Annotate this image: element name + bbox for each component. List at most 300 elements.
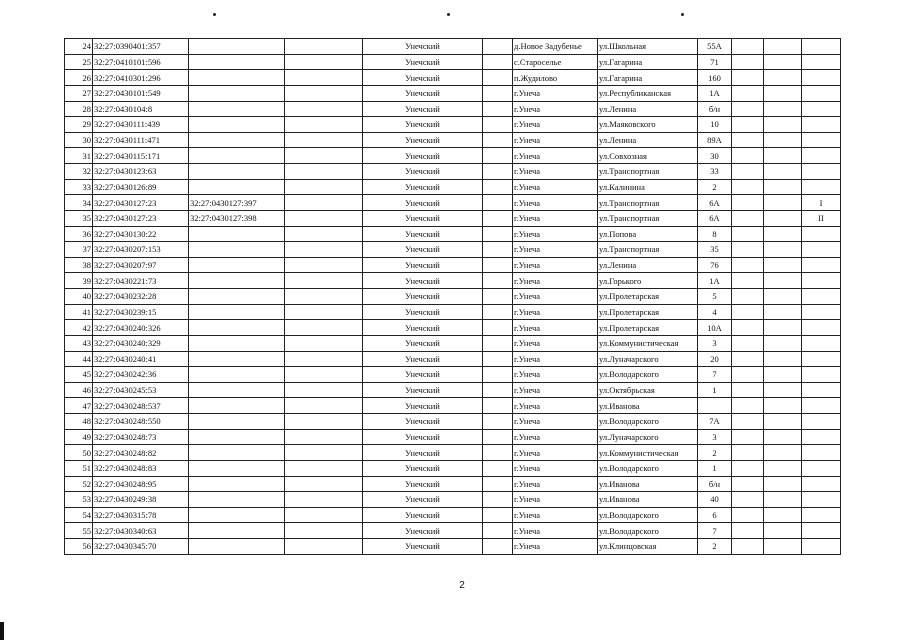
row-number: 29 xyxy=(65,117,93,133)
empty-cell xyxy=(764,398,802,414)
sub-cadastral-number xyxy=(189,523,285,539)
section-mark xyxy=(802,398,841,414)
empty-cell xyxy=(732,492,764,508)
section-mark xyxy=(802,335,841,351)
house-number xyxy=(698,398,732,414)
row-number: 49 xyxy=(65,429,93,445)
empty-cell xyxy=(732,414,764,430)
street: ул.Ленина xyxy=(598,101,698,117)
row-number: 41 xyxy=(65,304,93,320)
empty-cell xyxy=(285,273,363,289)
scan-dot xyxy=(447,13,450,16)
street: ул.Володарского xyxy=(598,507,698,523)
sub-cadastral-number xyxy=(189,132,285,148)
street: ул.Иванова xyxy=(598,398,698,414)
empty-cell xyxy=(732,539,764,555)
sub-cadastral-number xyxy=(189,289,285,305)
table-row xyxy=(65,335,841,351)
locality: с.Староселье xyxy=(513,54,598,70)
section-mark xyxy=(802,460,841,476)
cadastral-number: 32:27:0430126:89 xyxy=(93,179,189,195)
sub-cadastral-number xyxy=(189,39,285,55)
table-row xyxy=(65,226,841,242)
locality: г.Унеча xyxy=(513,164,598,180)
house-number: 7 xyxy=(698,367,732,383)
cadastral-number: 32:27:0430111:439 xyxy=(93,117,189,133)
empty-cell xyxy=(483,132,513,148)
empty-cell xyxy=(285,242,363,258)
sub-cadastral-number xyxy=(189,148,285,164)
empty-cell xyxy=(764,273,802,289)
cadastral-number: 32:27:0430221:73 xyxy=(93,273,189,289)
empty-cell xyxy=(483,242,513,258)
row-number: 51 xyxy=(65,460,93,476)
sub-cadastral-number xyxy=(189,179,285,195)
district: Унечский xyxy=(363,289,483,305)
page-number: 2 xyxy=(459,580,465,591)
locality: г.Унеча xyxy=(513,445,598,461)
street: ул.Транспортная xyxy=(598,242,698,258)
locality: г.Унеча xyxy=(513,148,598,164)
row-number: 53 xyxy=(65,492,93,508)
table-row xyxy=(65,304,841,320)
empty-cell xyxy=(732,335,764,351)
street: ул.Ленина xyxy=(598,257,698,273)
empty-cell xyxy=(483,539,513,555)
empty-cell xyxy=(764,304,802,320)
empty-cell xyxy=(285,54,363,70)
sub-cadastral-number xyxy=(189,476,285,492)
empty-cell xyxy=(483,117,513,133)
empty-cell xyxy=(764,39,802,55)
empty-cell xyxy=(285,226,363,242)
table-row xyxy=(65,179,841,195)
empty-cell xyxy=(764,257,802,273)
sub-cadastral-number xyxy=(189,398,285,414)
house-number: 40 xyxy=(698,492,732,508)
street: ул.Транспортная xyxy=(598,210,698,226)
locality: г.Унеча xyxy=(513,539,598,555)
house-number: 6А xyxy=(698,195,732,211)
sub-cadastral-number xyxy=(189,429,285,445)
district: Унечский xyxy=(363,445,483,461)
locality: г.Унеча xyxy=(513,257,598,273)
empty-cell xyxy=(732,273,764,289)
empty-cell xyxy=(732,523,764,539)
district: Унечский xyxy=(363,304,483,320)
district: Унечский xyxy=(363,460,483,476)
empty-cell xyxy=(285,148,363,164)
scan-dot xyxy=(213,13,216,16)
section-mark xyxy=(802,492,841,508)
empty-cell xyxy=(764,476,802,492)
locality: г.Унеча xyxy=(513,414,598,430)
cadastral-number: 32:27:0430245:53 xyxy=(93,382,189,398)
cadastral-number: 32:27:0430340:63 xyxy=(93,523,189,539)
locality: г.Унеча xyxy=(513,429,598,445)
table-row xyxy=(65,382,841,398)
empty-cell xyxy=(764,429,802,445)
house-number: б/н xyxy=(698,476,732,492)
house-number: 10 xyxy=(698,117,732,133)
cadastral-number: 32:27:0430248:82 xyxy=(93,445,189,461)
house-number: 30 xyxy=(698,148,732,164)
empty-cell xyxy=(285,304,363,320)
empty-cell xyxy=(764,320,802,336)
section-mark xyxy=(802,132,841,148)
locality: г.Унеча xyxy=(513,492,598,508)
empty-cell xyxy=(483,351,513,367)
cadastral-number: 32:27:0430232:28 xyxy=(93,289,189,305)
empty-cell xyxy=(285,117,363,133)
section-mark xyxy=(802,445,841,461)
row-number: 24 xyxy=(65,39,93,55)
empty-cell xyxy=(285,476,363,492)
empty-cell xyxy=(285,101,363,117)
empty-cell xyxy=(764,164,802,180)
empty-cell xyxy=(483,429,513,445)
empty-cell xyxy=(285,195,363,211)
section-mark xyxy=(802,507,841,523)
locality: г.Унеча xyxy=(513,335,598,351)
empty-cell xyxy=(764,367,802,383)
empty-cell xyxy=(732,39,764,55)
district: Унечский xyxy=(363,492,483,508)
empty-cell xyxy=(732,226,764,242)
register-table xyxy=(64,38,841,555)
street: ул.Гагарина xyxy=(598,54,698,70)
locality: г.Унеча xyxy=(513,382,598,398)
table-row xyxy=(65,492,841,508)
table-row xyxy=(65,273,841,289)
cadastral-number: 32:27:0430248:73 xyxy=(93,429,189,445)
row-number: 52 xyxy=(65,476,93,492)
empty-cell xyxy=(764,289,802,305)
cadastral-number: 32:27:0430240:326 xyxy=(93,320,189,336)
row-number: 39 xyxy=(65,273,93,289)
cadastral-number: 32:27:0430248:550 xyxy=(93,414,189,430)
empty-cell xyxy=(483,226,513,242)
empty-cell xyxy=(764,507,802,523)
empty-cell xyxy=(764,85,802,101)
empty-cell xyxy=(285,398,363,414)
empty-cell xyxy=(764,226,802,242)
empty-cell xyxy=(285,539,363,555)
locality: г.Унеча xyxy=(513,398,598,414)
table-row xyxy=(65,523,841,539)
row-number: 40 xyxy=(65,289,93,305)
sub-cadastral-number: 32:27:0430127:397 xyxy=(189,195,285,211)
empty-cell xyxy=(285,85,363,101)
house-number: 2 xyxy=(698,445,732,461)
street: ул.Клинцовская xyxy=(598,539,698,555)
empty-cell xyxy=(483,507,513,523)
row-number: 46 xyxy=(65,382,93,398)
district: Унечский xyxy=(363,320,483,336)
empty-cell xyxy=(732,429,764,445)
house-number: 4 xyxy=(698,304,732,320)
sub-cadastral-number xyxy=(189,257,285,273)
empty-cell xyxy=(285,39,363,55)
sub-cadastral-number xyxy=(189,539,285,555)
register-rows xyxy=(65,39,841,555)
district: Унечский xyxy=(363,242,483,258)
table-row xyxy=(65,414,841,430)
section-mark xyxy=(802,101,841,117)
empty-cell xyxy=(483,148,513,164)
sub-cadastral-number xyxy=(189,273,285,289)
empty-cell xyxy=(732,320,764,336)
house-number: б/н xyxy=(698,101,732,117)
row-number: 50 xyxy=(65,445,93,461)
empty-cell xyxy=(732,101,764,117)
row-number: 25 xyxy=(65,54,93,70)
locality: г.Унеча xyxy=(513,242,598,258)
empty-cell xyxy=(732,164,764,180)
empty-cell xyxy=(483,101,513,117)
district: Унечский xyxy=(363,273,483,289)
locality: п.Жудилово xyxy=(513,70,598,86)
empty-cell xyxy=(764,242,802,258)
sub-cadastral-number xyxy=(189,164,285,180)
empty-cell xyxy=(285,132,363,148)
row-number: 55 xyxy=(65,523,93,539)
cadastral-number: 32:27:0430242:36 xyxy=(93,367,189,383)
sub-cadastral-number xyxy=(189,460,285,476)
sub-cadastral-number xyxy=(189,101,285,117)
district: Унечский xyxy=(363,523,483,539)
sub-cadastral-number xyxy=(189,382,285,398)
street: ул.Ленина xyxy=(598,132,698,148)
locality: г.Унеча xyxy=(513,132,598,148)
table-row xyxy=(65,70,841,86)
locality: г.Унеча xyxy=(513,304,598,320)
section-mark xyxy=(802,148,841,164)
district: Унечский xyxy=(363,85,483,101)
table-row xyxy=(65,429,841,445)
empty-cell xyxy=(764,539,802,555)
locality: г.Унеча xyxy=(513,507,598,523)
cadastral-number: 32:27:0430248:83 xyxy=(93,460,189,476)
empty-cell xyxy=(764,70,802,86)
section-mark xyxy=(802,382,841,398)
cadastral-number: 32:27:0410101:596 xyxy=(93,54,189,70)
table-row xyxy=(65,257,841,273)
house-number: 1 xyxy=(698,382,732,398)
locality: г.Унеча xyxy=(513,226,598,242)
section-mark xyxy=(802,117,841,133)
empty-cell xyxy=(732,289,764,305)
street: ул.Совхозная xyxy=(598,148,698,164)
street: ул.Коммунистическая xyxy=(598,445,698,461)
section-mark xyxy=(802,351,841,367)
empty-cell xyxy=(483,195,513,211)
empty-cell xyxy=(285,351,363,367)
table-row xyxy=(65,539,841,555)
row-number: 47 xyxy=(65,398,93,414)
street: ул.Горького xyxy=(598,273,698,289)
cadastral-number: 32:27:0430315:78 xyxy=(93,507,189,523)
scan-edge-mark xyxy=(0,622,4,640)
row-number: 37 xyxy=(65,242,93,258)
empty-cell xyxy=(732,460,764,476)
street: ул.Пролетарская xyxy=(598,320,698,336)
empty-cell xyxy=(732,195,764,211)
district: Унечский xyxy=(363,101,483,117)
sub-cadastral-number xyxy=(189,492,285,508)
locality: г.Унеча xyxy=(513,101,598,117)
street: ул.Транспортная xyxy=(598,164,698,180)
empty-cell xyxy=(732,117,764,133)
sub-cadastral-number xyxy=(189,320,285,336)
section-mark xyxy=(802,54,841,70)
sub-cadastral-number xyxy=(189,117,285,133)
empty-cell xyxy=(764,210,802,226)
district: Унечский xyxy=(363,148,483,164)
empty-cell xyxy=(483,476,513,492)
section-mark xyxy=(802,523,841,539)
empty-cell xyxy=(483,273,513,289)
house-number: 6 xyxy=(698,507,732,523)
empty-cell xyxy=(732,179,764,195)
empty-cell xyxy=(732,304,764,320)
district: Унечский xyxy=(363,335,483,351)
row-number: 26 xyxy=(65,70,93,86)
locality: г.Унеча xyxy=(513,460,598,476)
table-row xyxy=(65,445,841,461)
table-row xyxy=(65,507,841,523)
locality: г.Унеча xyxy=(513,523,598,539)
table-row xyxy=(65,195,841,211)
empty-cell xyxy=(764,445,802,461)
house-number: 7А xyxy=(698,414,732,430)
street: ул.Коммунистическая xyxy=(598,335,698,351)
cadastral-number: 32:27:0430248:95 xyxy=(93,476,189,492)
row-number: 33 xyxy=(65,179,93,195)
sub-cadastral-number xyxy=(189,85,285,101)
empty-cell xyxy=(764,492,802,508)
empty-cell xyxy=(764,414,802,430)
row-number: 30 xyxy=(65,132,93,148)
empty-cell xyxy=(764,195,802,211)
cadastral-number: 32:27:0410301:296 xyxy=(93,70,189,86)
locality: д.Новое Задубенье xyxy=(513,39,598,55)
empty-cell xyxy=(732,351,764,367)
cadastral-number: 32:27:0430101:549 xyxy=(93,85,189,101)
street: ул.Володарского xyxy=(598,367,698,383)
empty-cell xyxy=(483,39,513,55)
house-number: 33 xyxy=(698,164,732,180)
table-row xyxy=(65,101,841,117)
locality: г.Унеча xyxy=(513,273,598,289)
section-mark xyxy=(802,70,841,86)
empty-cell xyxy=(732,476,764,492)
house-number: 76 xyxy=(698,257,732,273)
section-mark xyxy=(802,39,841,55)
empty-cell xyxy=(732,85,764,101)
house-number: 2 xyxy=(698,539,732,555)
empty-cell xyxy=(285,320,363,336)
table-row xyxy=(65,164,841,180)
empty-cell xyxy=(285,70,363,86)
cadastral-number: 32:27:0430111:471 xyxy=(93,132,189,148)
scan-dot xyxy=(681,13,684,16)
empty-cell xyxy=(732,257,764,273)
table-row xyxy=(65,132,841,148)
row-number: 31 xyxy=(65,148,93,164)
district: Унечский xyxy=(363,257,483,273)
street: ул.Пролетарская xyxy=(598,289,698,305)
house-number: 10А xyxy=(698,320,732,336)
district: Унечский xyxy=(363,398,483,414)
sub-cadastral-number xyxy=(189,242,285,258)
empty-cell xyxy=(483,179,513,195)
street: ул.Луначарского xyxy=(598,429,698,445)
row-number: 28 xyxy=(65,101,93,117)
section-mark xyxy=(802,179,841,195)
street: ул.Октябрьская xyxy=(598,382,698,398)
house-number: 35 xyxy=(698,242,732,258)
house-number: 1А xyxy=(698,273,732,289)
street: ул.Володарского xyxy=(598,414,698,430)
row-number: 48 xyxy=(65,414,93,430)
cadastral-number: 32:27:0430123:63 xyxy=(93,164,189,180)
empty-cell xyxy=(285,164,363,180)
locality: г.Унеча xyxy=(513,351,598,367)
empty-cell xyxy=(764,179,802,195)
row-number: 42 xyxy=(65,320,93,336)
sub-cadastral-number xyxy=(189,351,285,367)
locality: г.Унеча xyxy=(513,320,598,336)
cadastral-number: 32:27:0430240:329 xyxy=(93,335,189,351)
empty-cell xyxy=(483,398,513,414)
empty-cell xyxy=(483,414,513,430)
house-number: 160 xyxy=(698,70,732,86)
locality: г.Унеча xyxy=(513,179,598,195)
table-row xyxy=(65,148,841,164)
empty-cell xyxy=(483,382,513,398)
section-mark xyxy=(802,320,841,336)
district: Унечский xyxy=(363,54,483,70)
house-number: 1А xyxy=(698,85,732,101)
section-mark xyxy=(802,429,841,445)
district: Унечский xyxy=(363,210,483,226)
sub-cadastral-number: 32:27:0430127:398 xyxy=(189,210,285,226)
section-mark: I xyxy=(802,195,841,211)
district: Унечский xyxy=(363,117,483,133)
empty-cell xyxy=(732,445,764,461)
table-row xyxy=(65,351,841,367)
empty-cell xyxy=(732,70,764,86)
table-row xyxy=(65,117,841,133)
empty-cell xyxy=(764,132,802,148)
row-number: 45 xyxy=(65,367,93,383)
house-number: 89А xyxy=(698,132,732,148)
empty-cell xyxy=(483,320,513,336)
house-number: 55А xyxy=(698,39,732,55)
empty-cell xyxy=(764,54,802,70)
row-number: 36 xyxy=(65,226,93,242)
empty-cell xyxy=(285,414,363,430)
cadastral-number: 32:27:0430240:41 xyxy=(93,351,189,367)
empty-cell xyxy=(764,351,802,367)
cadastral-number: 32:27:0430239:15 xyxy=(93,304,189,320)
section-mark xyxy=(802,164,841,180)
sub-cadastral-number xyxy=(189,414,285,430)
table-row xyxy=(65,289,841,305)
section-mark: II xyxy=(802,210,841,226)
table-row xyxy=(65,320,841,336)
